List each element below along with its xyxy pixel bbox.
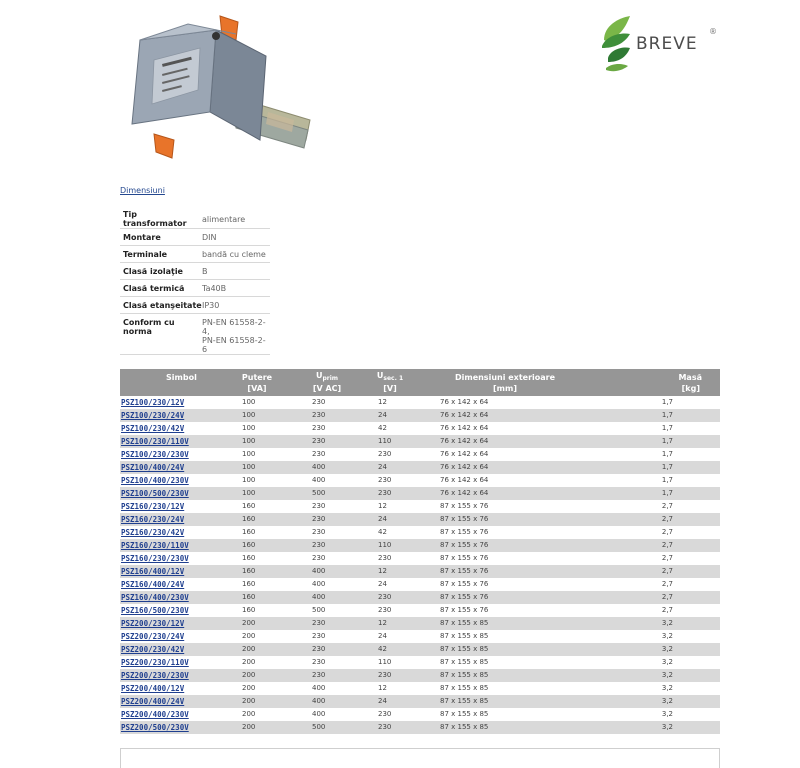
cell-usec: 110 [362,435,418,448]
header-uprim [292,369,362,384]
products-table [120,369,720,734]
cell-symbol[interactable]: PSZ160/230/42V [121,528,185,537]
spec-label: Tip transformator [120,210,202,229]
table-row [120,552,720,565]
cell-symbol[interactable]: PSZ100/400/24V [120,461,222,474]
cell-usec: 24 [362,461,418,474]
cell-usec: 24 [378,580,387,588]
products-table-body [120,396,720,734]
table-row [120,682,720,695]
cell-symbol[interactable]: PSZ200/400/12V [121,684,185,693]
cell-dims: 87 x 155 x 76 [440,580,489,588]
cell-symbol[interactable]: PSZ100/230/230V [121,450,189,459]
cell-uprim: 400 [292,695,362,708]
cell-power: 160 [222,565,292,578]
spec-row [120,263,270,280]
cell-uprim: 400 [312,476,326,484]
cell-dims: 87 x 155 x 85 [440,658,489,666]
cell-dims: 87 x 155 x 76 [440,606,489,614]
cell-usec: 110 [378,658,392,666]
spec-row [120,246,270,263]
cell-usec: 24 [362,409,418,422]
cell-mass: 1,7 [661,450,673,458]
cell-dims: 87 x 155 x 85 [418,721,592,734]
cell-dims: 87 x 155 x 85 [418,695,592,708]
cell-usec: 24 [378,632,387,640]
cell-power: 160 [242,580,256,588]
cell-power: 160 [242,554,256,562]
cell-mass: 3,2 [661,684,673,692]
table-row [120,656,720,669]
cell-mass: 3,2 [592,721,720,734]
cell-symbol[interactable]: PSZ200/230/42V [120,643,222,656]
cell-usec: 12 [378,502,387,510]
cell-mass: 1,7 [661,424,673,432]
cell-dims: 87 x 155 x 76 [440,502,489,510]
cell-power: 100 [222,487,292,500]
registered-mark: ® [709,27,717,36]
breve-logo[interactable] [600,14,724,72]
cell-uprim: 500 [292,487,362,500]
header-uprim-unit: [V AC] [292,384,362,396]
cell-uprim: 500 [312,606,326,614]
spec-row [120,229,270,246]
cell-uprim: 230 [312,632,326,640]
cell-uprim: 230 [292,409,362,422]
cell-mass: 2,7 [592,513,720,526]
logo-wordmark: BREVE [636,34,698,54]
header-dims: Dimensiuni exterioare [418,369,592,384]
cell-dims: 87 x 155 x 85 [440,684,489,692]
table-row [120,435,720,448]
cell-dims: 76 x 142 x 64 [440,476,489,484]
cell-uprim: 400 [292,591,362,604]
cell-dims: 76 x 142 x 64 [440,424,489,432]
cell-uprim: 230 [312,398,326,406]
leaf-logo-icon [600,14,634,72]
bottom-panel [120,748,720,768]
cell-power: 160 [222,539,292,552]
cell-uprim: 230 [292,539,362,552]
spec-label: Terminale [120,246,202,263]
cell-mass: 3,2 [661,632,673,640]
header-usec-sub: sec. 1 [383,375,404,382]
cell-power: 200 [242,658,256,666]
cell-usec: 12 [362,617,418,630]
cell-power: 160 [242,606,256,614]
cell-symbol[interactable]: PSZ160/230/24V [120,513,222,526]
table-row [120,643,720,656]
cell-power: 160 [242,528,256,536]
cell-symbol[interactable]: PSZ160/400/24V [121,580,185,589]
cell-symbol[interactable]: PSZ100/230/24V [120,409,222,422]
cell-mass: 2,7 [661,580,673,588]
spec-label: Clasă etanşeitate [120,297,202,314]
table-row [120,487,720,500]
spec-row [120,210,270,229]
cell-power: 200 [222,643,292,656]
cell-power: 100 [242,424,256,432]
table-row [120,474,720,487]
cell-dims: 76 x 142 x 64 [418,461,592,474]
table-row [120,630,720,643]
spec-label: Conform cu norma [120,314,202,355]
table-row [120,708,720,721]
cell-usec: 42 [378,528,387,536]
spec-value-line1: PN-EN 61558-2-4, [202,318,266,336]
cell-dims: 76 x 142 x 64 [418,487,592,500]
cell-uprim: 230 [312,424,326,432]
header-symbol-unit [120,384,222,396]
cell-usec: 230 [362,721,418,734]
cell-uprim: 400 [312,684,326,692]
header-usec [362,369,418,384]
cell-dims: 76 x 142 x 64 [440,450,489,458]
cell-usec: 24 [362,695,418,708]
spec-value-line2: PN-EN 61558-2-6 [202,336,266,354]
cell-power: 200 [242,684,256,692]
cell-symbol[interactable]: PSZ200/400/24V [120,695,222,708]
cell-power: 200 [242,710,256,718]
spec-value: alimentare [202,210,270,229]
cell-usec: 12 [378,398,387,406]
cell-mass: 3,2 [592,669,720,682]
cell-power: 100 [222,461,292,474]
cell-power: 200 [222,695,292,708]
table-row [120,396,720,409]
cell-symbol[interactable]: PSZ100/500/230V [120,487,222,500]
header-usec-label: U [376,371,384,380]
cell-mass: 3,2 [592,617,720,630]
cell-dims: 87 x 155 x 76 [418,565,592,578]
spec-value: Ta40B [202,280,270,297]
spec-row [120,314,270,355]
cell-usec: 12 [378,684,387,692]
cell-uprim: 500 [292,721,362,734]
spec-value: B [202,263,270,280]
spec-label: Montare [120,229,202,246]
header-mass: Masă [592,369,720,384]
cell-mass: 2,7 [592,565,720,578]
cell-symbol[interactable]: PSZ160/500/230V [121,606,189,615]
cell-mass: 1,7 [592,487,720,500]
table-row [120,617,720,630]
cell-dims: 87 x 155 x 85 [440,632,489,640]
cell-symbol[interactable]: PSZ200/230/12V [120,617,222,630]
cell-uprim: 400 [292,461,362,474]
cell-usec: 42 [362,643,418,656]
table-header-row [120,369,720,384]
cell-uprim: 400 [312,580,326,588]
specs-table [120,210,270,355]
cell-power: 200 [222,617,292,630]
cell-power: 100 [242,398,256,406]
cell-power: 200 [222,721,292,734]
cell-dims: 76 x 142 x 64 [440,398,489,406]
spec-row [120,280,270,297]
table-row [120,565,720,578]
table-row [120,409,720,422]
cell-dims: 87 x 155 x 85 [418,617,592,630]
cell-usec: 230 [378,554,392,562]
cell-symbol[interactable]: PSZ160/230/12V [121,502,185,511]
cell-usec: 230 [362,669,418,682]
cell-mass: 2,7 [661,528,673,536]
cell-mass: 3,2 [661,710,673,718]
table-row [120,695,720,708]
transformer-product-image [118,12,314,164]
cell-uprim: 230 [292,513,362,526]
cell-dims: 87 x 155 x 76 [440,528,489,536]
table-row [120,422,720,435]
table-row [120,721,720,734]
cell-uprim: 230 [312,528,326,536]
cell-symbol[interactable]: PSZ160/400/230V [120,591,222,604]
cell-symbol[interactable]: PSZ200/500/230V [120,721,222,734]
cell-uprim: 230 [292,617,362,630]
cell-power: 100 [242,450,256,458]
cell-symbol[interactable]: PSZ200/400/230V [121,710,189,719]
table-row [120,513,720,526]
spec-row [120,297,270,314]
cell-symbol[interactable]: PSZ160/400/12V [120,565,222,578]
table-row [120,604,720,617]
cell-symbol[interactable]: PSZ100/230/12V [121,398,185,407]
cell-usec: 230 [378,450,392,458]
table-row [120,539,720,552]
cell-uprim: 230 [312,502,326,510]
cell-usec: 230 [378,606,392,614]
cell-uprim: 230 [292,643,362,656]
cell-usec: 230 [378,476,392,484]
table-row [120,591,720,604]
cell-mass: 1,7 [661,398,673,406]
cell-dims: 87 x 155 x 85 [418,643,592,656]
cell-dims: 87 x 155 x 76 [418,591,592,604]
cell-mass: 3,2 [592,695,720,708]
table-row [120,526,720,539]
cell-power: 160 [222,513,292,526]
table-row [120,669,720,682]
cell-uprim: 400 [292,565,362,578]
cell-uprim: 230 [312,554,326,562]
spec-label: Clasă izolaţie [120,263,202,280]
cell-uprim: 230 [312,450,326,458]
cell-usec: 110 [362,539,418,552]
spec-value: bandă cu cleme [202,246,270,263]
cell-power: 200 [242,632,256,640]
cell-mass: 3,2 [661,658,673,666]
header-mass-unit: [kg] [592,384,720,396]
spec-value: IP30 [202,297,270,314]
cell-power: 200 [222,669,292,682]
cell-usec: 42 [378,424,387,432]
spec-value: DIN [202,229,270,246]
cell-symbol[interactable]: PSZ200/230/230V [120,669,222,682]
header-power-unit: [VA] [222,384,292,396]
cell-dims: 87 x 155 x 76 [440,554,489,562]
cell-symbol[interactable]: PSZ100/230/110V [120,435,222,448]
cell-mass: 1,7 [592,435,720,448]
header-uprim-label: U [315,371,323,380]
cell-power: 100 [222,409,292,422]
cell-power: 160 [242,502,256,510]
cell-usec: 230 [378,710,392,718]
cell-uprim: 400 [312,710,326,718]
cell-mass: 1,7 [592,461,720,474]
cell-mass: 2,7 [592,539,720,552]
cell-dims: 76 x 142 x 64 [418,435,592,448]
cell-symbol[interactable]: PSZ160/230/230V [121,554,189,563]
table-header-units-row [120,384,720,396]
cell-usec: 12 [362,565,418,578]
table-row [120,448,720,461]
header-uprim-sub: prim [322,375,339,382]
dimensions-link[interactable]: Dimensiuni [120,186,165,195]
cell-symbol[interactable]: PSZ200/230/110V [121,658,189,667]
header-usec-unit: [V] [362,384,418,396]
spec-value [202,314,270,355]
cell-uprim: 230 [312,658,326,666]
cell-dims: 87 x 155 x 85 [440,710,489,718]
header-dims-unit: [mm] [418,384,592,396]
cell-symbol[interactable]: PSZ200/230/24V [121,632,185,641]
cell-uprim: 230 [292,435,362,448]
cell-mass: 2,7 [592,591,720,604]
table-row [120,578,720,591]
cell-usec: 24 [362,513,418,526]
cell-mass: 3,2 [592,643,720,656]
cell-usec: 230 [362,487,418,500]
cell-symbol[interactable]: PSZ160/230/110V [120,539,222,552]
cell-symbol[interactable]: PSZ100/230/42V [121,424,185,433]
cell-mass: 1,7 [592,409,720,422]
table-row [120,500,720,513]
cell-uprim: 230 [292,669,362,682]
header-symbol: Simbol [120,369,222,384]
spec-label: Clasă termică [120,280,202,297]
cell-power: 160 [222,591,292,604]
cell-power: 100 [242,476,256,484]
cell-dims: 87 x 155 x 76 [418,513,592,526]
cell-symbol[interactable]: PSZ100/400/230V [121,476,189,485]
cell-power: 100 [222,435,292,448]
cell-usec: 230 [362,591,418,604]
cell-dims: 87 x 155 x 85 [418,669,592,682]
cell-mass: 2,7 [661,554,673,562]
cell-mass: 2,7 [661,606,673,614]
table-row [120,461,720,474]
cell-dims: 87 x 155 x 76 [418,539,592,552]
header-power: Putere [222,369,292,384]
cell-dims: 76 x 142 x 64 [418,409,592,422]
cell-mass: 1,7 [661,476,673,484]
cell-mass: 2,7 [661,502,673,510]
